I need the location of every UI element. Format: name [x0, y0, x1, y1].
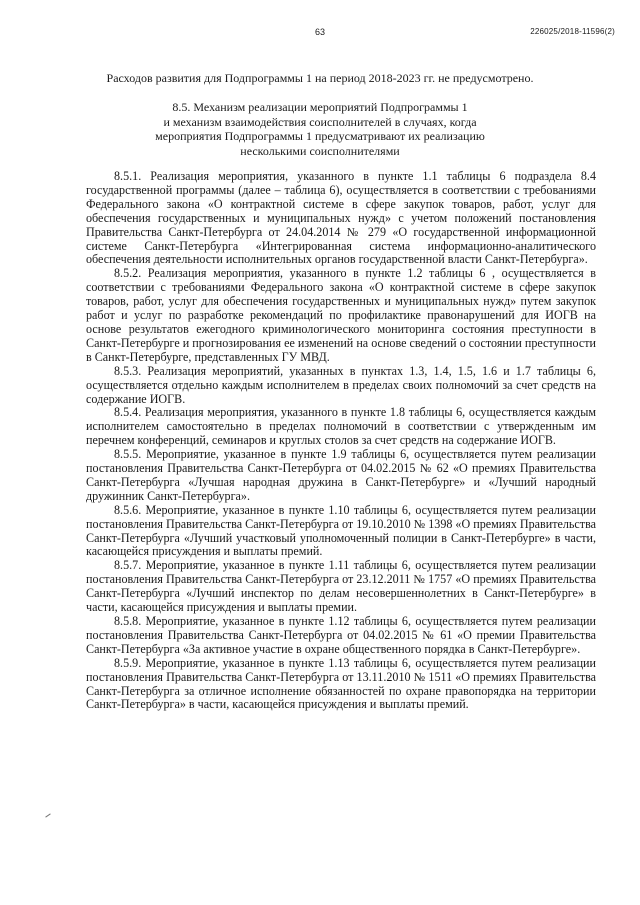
page-number: 63 — [314, 27, 325, 37]
paragraph-8-5-1: 8.5.1. Реализация мероприятия, указанного в пункте 1.1 таблицы 6 подраздела 8.4 государственной программы (далее – таблица 6), осуществляется в соответствии с требованиями Федерального закона «О контрактной системе в сфере закупок товаров, работ, услуг для обеспечения государственных и муниципальных нужд» с учетом положений постановления Правительства Санкт-Петербурга от 24.04.2014 № 279 «О государственной информационной системе Санкт-Петербурга «Интегрированная система информационно-аналитического обеспечения деятельности исполнительных органов государственной власти Санкт-Петербурга». — [86, 169, 596, 267]
heading-line: и механизм взаимодействия соисполнителей в случаях, когда — [163, 114, 477, 129]
paragraph-8-5-8: 8.5.8. Мероприятие, указанное в пункте 1.12 таблицы 6, осуществляется путем реализации постановления Правительства Санкт-Петербурга от 04.02.2015 № 61 «О премии Правительства Санкт-Петербурга «За активное участие в охране общественного порядка в Санкт-Петербурге». — [86, 614, 596, 656]
heading-line: мероприятия Подпрограммы 1 предусматривают их реализацию — [155, 129, 485, 144]
paragraph-8-5-2: 8.5.2. Реализация мероприятия, указанного в пункте 1.2 таблицы 6 , осуществляется в соответствии с требованиями Федерального закона «О контрактной системе в сфере закупок товаров, работ, услуг для обеспечения государственных и муниципальных нужд» путем закупок работ и услуг по разработке рекомендаций по профилактике правонарушений для ИОГВ на основе результатов ежегодного криминологического мониторинга состояния преступности в Санкт-Петербурге и прогнозирования ее изменений на основе сведений о состоянии преступности в Санкт-Петербурге, представленных ГУ МВД. — [86, 266, 596, 364]
section-heading — [70, 100, 570, 158]
paragraph-8-5-7: 8.5.7. Мероприятие, указанное в пункте 1.11 таблицы 6, осуществляется путем реализации постановления Правительства Санкт-Петербурга от 23.12.2011 № 1757 «О премиях Правительства Санкт-Петербурга «Лучший инспектор по делам несовершеннолетних в Санкт-Петербурге» в части, касающейся присуждения и выплаты премии. — [86, 558, 596, 615]
intro-line: Расходов развития для Подпрограммы 1 на период 2018-2023 гг. не предусмотрено. — [106, 71, 534, 85]
paragraph-8-5-4: 8.5.4. Реализация мероприятия, указанного в пункте 1.8 таблицы 6, осуществляется каждым исполнителем самостоятельно в пределах полномочий в соответствии с утвержденным им перечнем конференций, семинаров и круглых столов за счет средств на содержание ИОГВ. — [86, 405, 596, 448]
heading-line: несколькими соисполнителями — [240, 143, 400, 158]
heading-line: 8.5. Механизм реализации мероприятий Подпрограммы 1 — [172, 100, 468, 114]
paragraph-8-5-9: 8.5.9. Мероприятие, указанное в пункте 1.13 таблицы 6, осуществляется путем реализации постановления Правительства Санкт-Петербурга от 13.11.2010 № 1511 «О премиях Правительства Санкт-Петербурга за отличное исполнение обязанностей по охране правопорядка на территории Санкт-Петербурга» в части, касающейся присуждения и выплаты премий. — [86, 655, 596, 712]
paragraph-8-5-6: 8.5.6. Мероприятие, указанное в пункте 1.10 таблицы 6, осуществляется путем реализации постановления Правительства Санкт-Петербурга от 19.10.2010 № 1398 «О премиях Правительства Санкт-Петербурга «Лучший участковый уполномоченный полиции в Санкт-Петербурге» в части, касающейся присуждения и выплаты премий. — [86, 502, 596, 559]
paragraph-8-5-3: 8.5.3. Реализация мероприятий, указанных в пунктах 1.3, 1.4, 1.5, 1.6 и 1.7 таблицы 6, осуществляется отдельно каждым исполнителем в пределах своих полномочий за счет средств на содержание ИОГВ. — [86, 363, 596, 406]
document-id: 226025/2018-11596(2) — [530, 27, 615, 36]
paragraph-8-5-5: 8.5.5. Мероприятие, указанное в пункте 1.9 таблицы 6, осуществляется путем реализации постановления Правительства Санкт-Петербурга от 04.02.2015 № 62 «О премиях Правительства Санкт-Петербурга «Лучшая народная дружина в Санкт-Петербурге» и «Лучший народный дружинник Санкт-Петербурга». — [86, 447, 596, 503]
scan-mark — [45, 813, 50, 817]
document-body — [86, 170, 596, 712]
